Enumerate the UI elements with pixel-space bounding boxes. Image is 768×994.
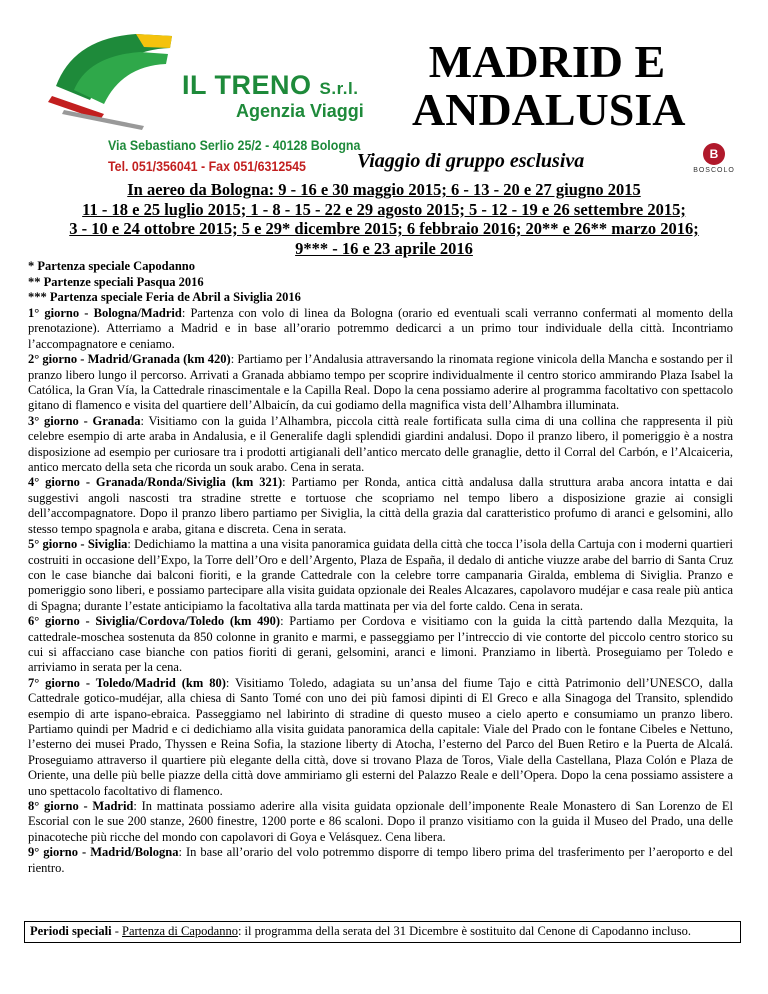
dates-line: 11 - 18 e 25 luglio 2015; 1 - 8 - 15 - 22 e 29 agosto 2015; 5 - 12 - 19 e 26 settembre 2015; xyxy=(82,199,686,219)
day-text: : In mattinata possiamo aderire alla visita guidata opzionale dell’imponente Reale Monastero di San Lorenzo de El Escorial con le sue 200 stanze, 2600 finestre, 1200 porte e 86 scaloni. Dopo il pranzo visitiamo con la guida il Museo del Prado, una delle pinacoteche più ricche del mondo con capolavori di Goya e Velásquez. Cena libera. xyxy=(28,799,733,844)
agency-logo xyxy=(44,26,364,174)
day-heading: 5° giorno - Siviglia xyxy=(28,537,128,552)
boscolo-logo xyxy=(690,143,738,174)
day-heading: 7° giorno - Toledo/Madrid (km 80) xyxy=(28,675,226,690)
title-line-2: ANDALUSIA xyxy=(412,84,686,135)
note-line: *** Partenza speciale Feria de Abril a Siviglia 2016 xyxy=(28,290,301,304)
special-sub: Partenza di Capodanno xyxy=(122,924,238,938)
page-subtitle: Viaggio di gruppo esclusiva xyxy=(357,150,585,172)
day-6 xyxy=(28,614,733,676)
day-heading: 4° giorno - Granada/Ronda/Siviglia (km 321) xyxy=(28,475,283,490)
dates-line: In aereo da Bologna: 9 - 16 e 30 maggio 2015; 6 - 13 - 20 e 27 giugno 2015 xyxy=(127,180,641,199)
departure-notes xyxy=(28,259,301,306)
day-1 xyxy=(28,306,733,352)
note-line: * Partenza speciale Capodanno xyxy=(28,259,196,273)
day-text: : Dedichiamo la mattina a una visita panoramica guidata della città che tocca l’isola della Cartuja con i moderni quartieri costruiti in occasione dell’Expo, la Torre dell’Oro e dell’Argento, Plaza de España, il dedalo di antiche viuzze arabe del barrio di Santa Cruz con le case bianche dai balconi fioriti, e la grande Cattedrale con la celebre torre campanaria Giralda, emblema di Siviglia. Pranzo e pomeriggio sono liberi, e possiamo partecipare alla visita guidata opzionale dei Reales Alcazares, capolavoro mudéjar e casa reale più antica di Spagna; durante l’estate anticipiamo la facoltativa alla tarda mattinata per via del forte caldo. Cena in serata. xyxy=(28,537,733,613)
day-text: : Partiamo per Ronda, antica città andalusa dalla struttura araba ancora intatta e dai suggestivi angoli nascosti tra stradine strette e tortuose che scopriamo nel tempo libero a disposizione grazie ai consigli dell’accompagnatore. Dopo il pranzo libero partiamo per Siviglia, la città della grazia dal caratteristico profumo di aranci e gelsomini, allo stesso tempo spagnola e araba, gitana e discreta. Cena in serata. xyxy=(28,475,733,536)
day-text: : Partiamo per Cordova e visitiamo con la guida la città partendo dalla Mezquita, la cattedrale-moschea sostenuta da 850 colonne in granito e marmi, e passeggiamo per l’intreccio di vie contorte del piccolo centro storico su cui si affacciano case bianche con patios fioriti di gerani, gelsomini, aranci e limoni. Pranziamo in libertà. Proseguiamo per Toledo e arriviamo in serata per la cena. xyxy=(28,614,733,675)
agency-address: Via Sebastiano Serlio 25/2 - 40128 Bologna xyxy=(108,138,361,153)
itinerary xyxy=(28,306,733,876)
day-text: : Visitiamo con la guida l’Alhambra, piccola città reale fortificata sulla cima di una collina che rappresenta il più celebre esempio di arte araba in Andalusia, e il Generalife dagli splendidi giardini andalusi. Dopo il pranzo libero, il pomeriggio è a nostra disposizione ad esempio per curiosare tra i prodotti artigianali dell’antico mercato delle granaglie, detto il Corral del Carbón, e l’Alcaiceria, antico mercato della seta che ricorda un souk arabo. Cena in serata. xyxy=(28,413,733,475)
agency-name: Agenzia Viaggi xyxy=(236,101,364,121)
agency-phone: Tel. 051/356041 - Fax 051/6312545 xyxy=(108,159,306,174)
special-heading: Periodi speciali xyxy=(30,924,112,938)
note-line: ** Partenze speciali Pasqua 2016 xyxy=(28,274,204,289)
boscolo-mark-icon: B xyxy=(703,143,725,165)
departure-dates xyxy=(14,180,754,258)
day-text: : Partiamo per l’Andalusia attraversando la rinomata regione vinicola della Mancha e sostando per il pranzo libero lungo il percorso. Arrivati a Granada abbiamo tempo per scoprire individualmente il centro storico ammirando Plaza Isabel la Católica, la Gran Vía, la Cattedrale rinascimentale e la Capilla Real. Dopo la cena possiamo aderire al programma facoltativo con spettacolo gitano di flamenco e visita del quartiere dell’Albaicín, da cui godiamo della magnifica vista dell’Alhambra illuminata. xyxy=(28,352,733,413)
agency-brand-suffix: S.r.l. xyxy=(319,79,359,98)
day-5 xyxy=(28,537,733,614)
day-2 xyxy=(28,352,733,414)
day-heading: 8° giorno - Madrid xyxy=(28,799,134,813)
special-sep: - xyxy=(111,924,123,938)
day-4 xyxy=(28,475,733,537)
day-7 xyxy=(28,676,733,799)
day-heading: 3° giorno - Granada xyxy=(28,413,141,428)
dates-line: 3 - 10 e 24 ottobre 2015; 5 e 29* dicembre 2015; 6 febbraio 2016; 20** e 26** marzo 2016; xyxy=(69,219,699,238)
title-line-1: MADRID E xyxy=(428,36,666,87)
agency-brand: IL TRENO S.r.l. xyxy=(182,70,359,100)
day-heading: 2° giorno - Madrid/Granada (km 420) xyxy=(28,352,231,367)
page-title xyxy=(412,36,686,135)
special-periods-box xyxy=(24,921,741,943)
day-heading: 9° giorno - Madrid/Bologna xyxy=(28,845,179,860)
train-icon xyxy=(44,26,184,131)
day-heading: 1° giorno - Bologna/Madrid xyxy=(28,306,182,320)
day-9 xyxy=(28,845,733,876)
special-text: : il programma della serata del 31 Dicembre è sostituito dal Cenone di Capodanno incluso. xyxy=(237,924,691,938)
boscolo-text: BOSCOLO xyxy=(693,167,735,174)
day-heading: 6° giorno - Siviglia/Cordova/Toledo (km 490) xyxy=(28,614,281,629)
dates-line: 9*** - 16 e 23 aprile 2016 xyxy=(295,238,473,258)
day-8 xyxy=(28,799,733,845)
day-text: : Partenza con volo di linea da Bologna (orario ed eventuali scali verranno confermati al momento della prenotazione). Atterriamo a Madrid e in base all’orario potremmo dedicarci a un primo tour individuale della città. Incontriamo l’accompagnatore e ceniamo. xyxy=(28,306,734,351)
day-3 xyxy=(28,414,733,476)
day-text: : Visitiamo Toledo, adagiata su un’ansa del fiume Tajo e città Patrimonio dell’UNESCO, dalla Cattedrale gotico-mudéjar, alla chiesa di Santo Tomé con uno dei più famosi dipinti di El Greco e alla Sinagoga del Transito, splendido esempio di arte ispano-ebraica. Passeggiamo nel labirinto di stradine di questo museo a cielo aperto e consumiamo un pranzo libero. Partiamo quindi per Madrid e ci dedichiamo alla visita guidata panoramica della capitale: Viale del Prado con le fontane Cibeles e Nettuno, l’esterno dei musei Prado, Thyssen e Reina Sofia, la stazione liberty di Atocha, l’esterno del Parco del Buen Retiro e la Puerta de Alcalá. Proseguiamo attraverso il quartiere più elegante della città, dove si trovano Plaza de Toros, Viale della Castellana, Plaza Colón e Plaza de Oriente, una delle più belle piazze della città dove ammiriamo gli esterni del Palazzo Reale e dell’Opera. Dopo la cena possiamo assistere a uno spettacolo facoltativo di flamenco. xyxy=(28,675,733,798)
day-text: : In base all’orario del volo potremmo disporre di tempo libero prima del trasferimento per l’aeroporto e del rientro. xyxy=(28,845,733,875)
